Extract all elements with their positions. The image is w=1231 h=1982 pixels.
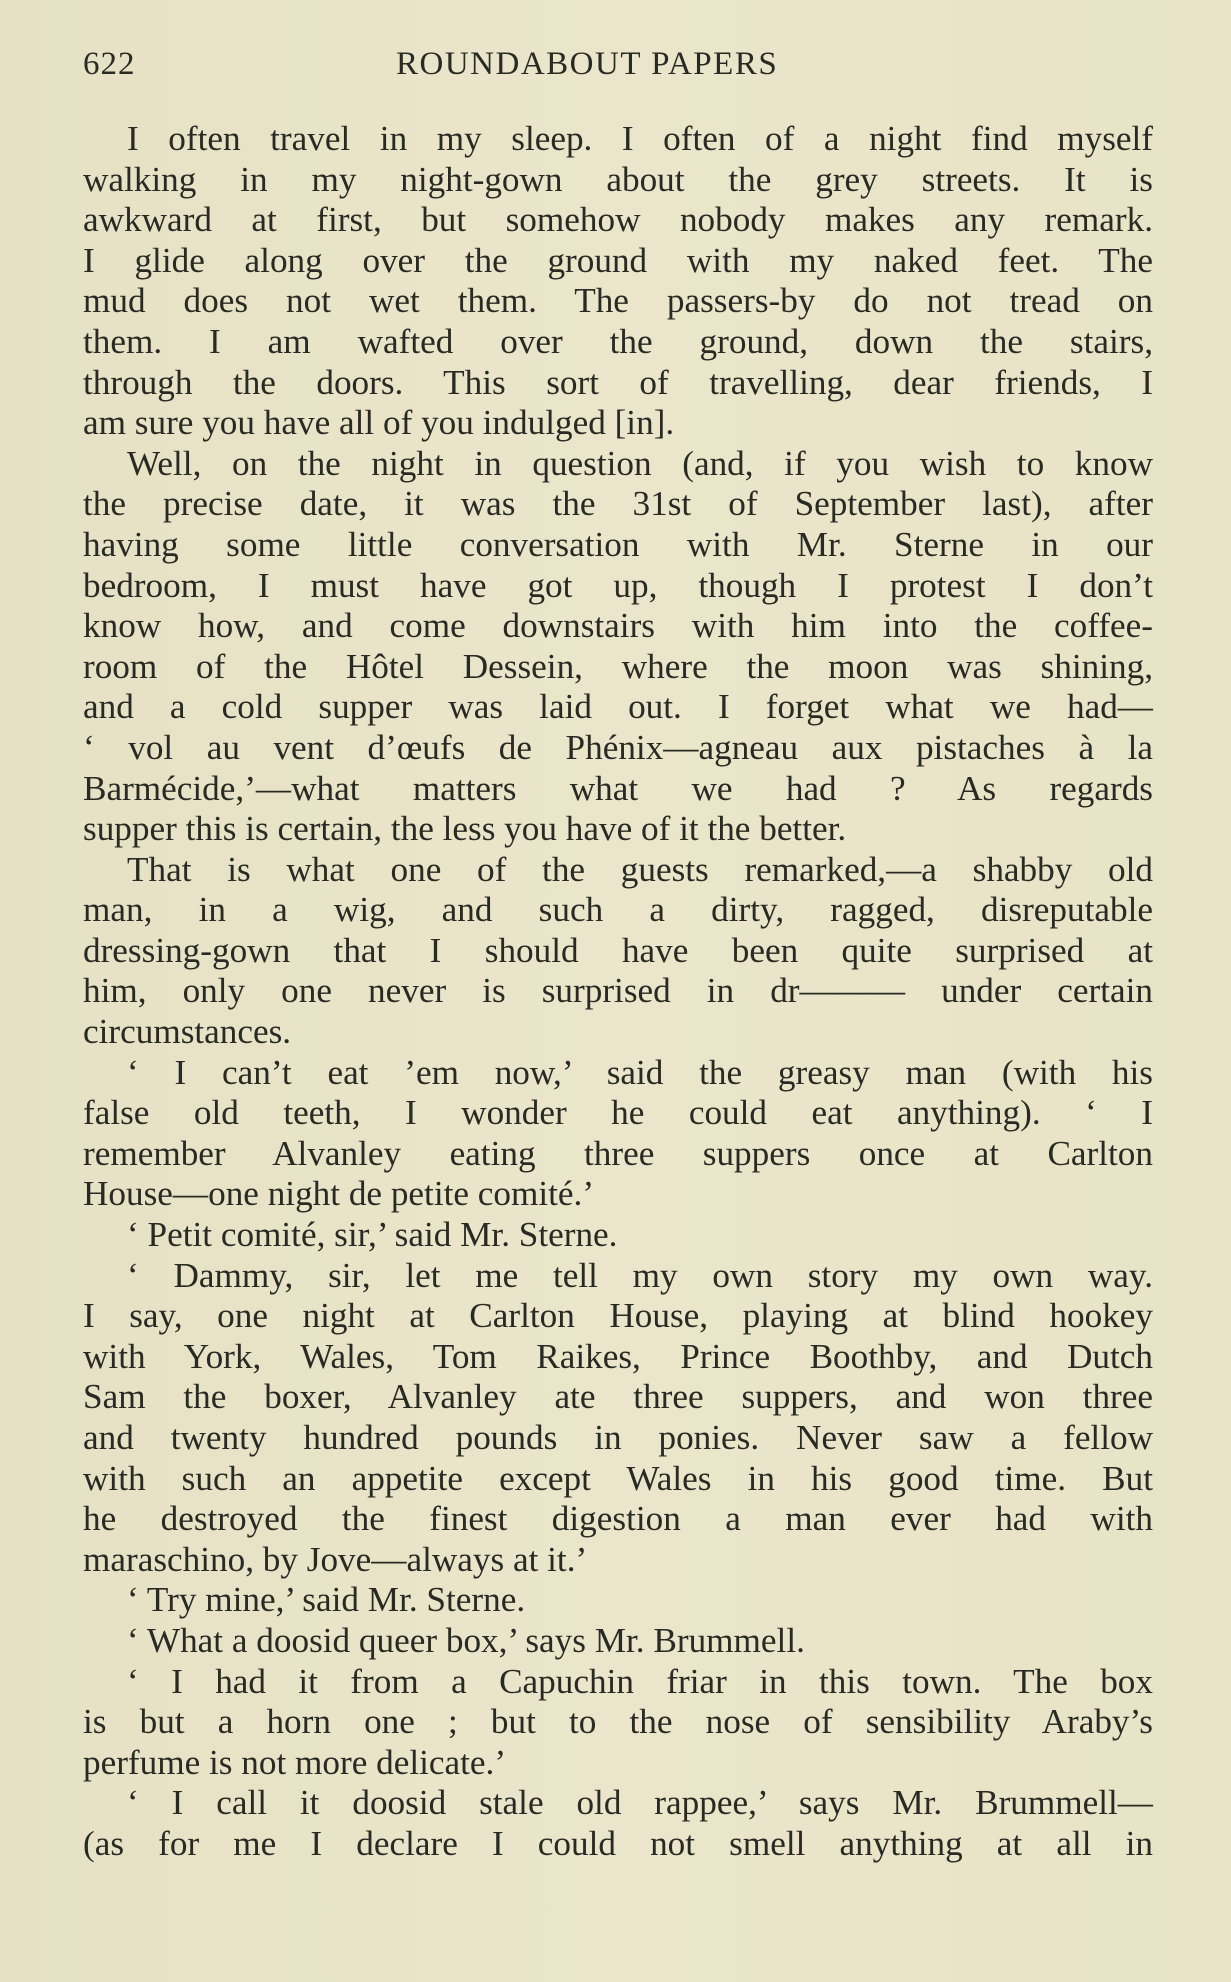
text-line: and a cold supper was laid out. I forget what we had— [83,687,1153,727]
text-line: awkward at first, but somehow nobody makes any remark. [83,200,1153,240]
running-head [83,46,1153,90]
text-line: (as for me I declare I could not smell anything at all in [83,1823,1153,1863]
text-line: man, in a wig, and such a dirty, ragged, disreputable [83,890,1153,930]
text-line: circumstances. [83,1012,292,1052]
text-line: remember Alvanley eating three suppers once at Carlton [83,1133,1153,1173]
text-line: and twenty hundred pounds in ponies. Never saw a fellow [83,1418,1153,1457]
text-line: room of the Hôtel Dessein, where the moon was shining, [83,646,1153,686]
text-line: ‘ I call it doosid stale old rappee,’ says Mr. Brummell— [127,1783,1153,1823]
text-line: I often travel in my sleep. I often of a night find myself [127,119,1153,158]
text-line: know how, and come downstairs with him into the coffee- [83,606,1153,646]
text-line: ‘ I can’t eat ’em now,’ said the greasy man (with his [127,1052,1153,1092]
body-text [83,119,1153,1865]
running-title: ROUNDABOUT PAPERS [396,46,779,82]
text-line: walking in my night-gown about the grey streets. It is [83,159,1153,199]
page-number: 622 [83,46,136,82]
text-line: supper this is certain, the less you have of it the better. [83,809,847,849]
text-line: with York, Wales, Tom Raikes, Prince Boothby, and Dutch [83,1336,1153,1376]
text-line: false old teeth, I wonder he could eat anything). ‘ I [83,1093,1153,1133]
text-line: bedroom, I must have got up, though I protest I don’t [83,565,1153,605]
text-line: ‘ Try mine,’ said Mr. Sterne. [127,1580,526,1620]
text-line: dressing-gown that I should have been quite surprised at [83,930,1153,970]
text-line: I glide along over the ground with my naked feet. The [83,240,1153,280]
text-line: Sam the boxer, Alvanley ate three suppers, and won three [83,1377,1153,1417]
text-line: ‘ What a doosid queer box,’ says Mr. Brummell. [127,1620,805,1660]
text-line: is but a horn one ; but to the nose of sensibility Araby’s [83,1702,1153,1742]
text-line: perfume is not more delicate.’ [83,1742,507,1782]
text-line: House—one night de petite comité.’ [83,1174,595,1214]
text-line: am sure you have all of you indulged [in]. [83,403,675,443]
text-line: ‘ Dammy, sir, let me tell my own story my own way. [127,1255,1153,1295]
text-line: Barmécide,’—what matters what we had ? As regards [83,768,1153,808]
text-line: him, only one never is surprised in dr——— under certain [83,971,1153,1011]
text-line: maraschino, by Jove—always at it.’ [83,1539,588,1579]
text-line: having some little conversation with Mr. Sterne in our [83,524,1153,564]
text-line: he destroyed the finest digestion a man ever had with [83,1499,1153,1539]
text-line: through the doors. This sort of travelling, dear friends, I [83,362,1153,402]
text-line: them. I am wafted over the ground, down the stairs, [83,321,1153,361]
text-line: the precise date, it was the 31st of September last), after [83,484,1153,524]
text-line: mud does not wet them. The passers-by do not tread on [83,281,1153,321]
text-line: ‘ vol au vent d’œufs de Phénix—agneau aux pistaches à la [83,727,1153,767]
text-line: ‘ I had it from a Capuchin friar in this town. The box [127,1661,1153,1701]
text-line: ‘ Petit comité, sir,’ said Mr. Sterne. [127,1215,618,1255]
text-line: That is what one of the guests remarked,—a shabby old [127,849,1153,889]
text-line: I say, one night at Carlton House, playing at blind hookey [83,1296,1153,1336]
text-line: Well, on the night in question (and, if you wish to know [127,443,1153,483]
text-line: with such an appetite except Wales in his good time. But [83,1458,1153,1498]
